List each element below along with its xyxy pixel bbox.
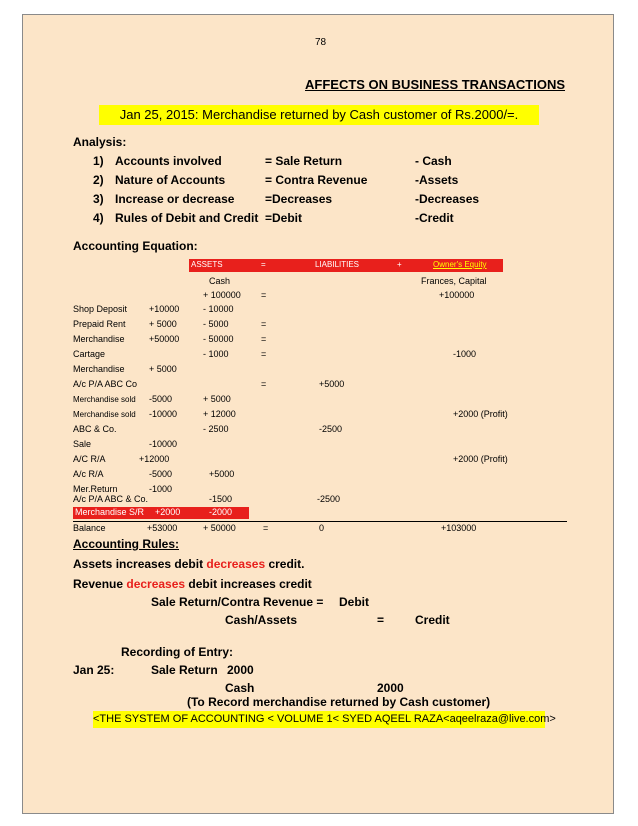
- page-title: AFFECTS ON BUSINESS TRANSACTIONS: [305, 77, 566, 92]
- row-v1: +10000: [149, 304, 180, 314]
- row-v1: +50000: [149, 334, 180, 344]
- row-v3: =: [261, 334, 267, 344]
- row-label: Merchandise: [73, 364, 125, 374]
- rules-heading: Accounting Rules:: [73, 537, 180, 551]
- highlight-row-label: Merchandise S/R: [75, 507, 145, 517]
- row-v4: -2500: [319, 424, 343, 434]
- row-label: A/c R/A: [73, 469, 104, 479]
- highlight-row-v2: -2000: [209, 507, 233, 517]
- balance-v4: 0: [319, 523, 325, 533]
- balance-divider: [73, 521, 567, 522]
- analysis-heading: Analysis:: [73, 135, 127, 149]
- rule-line-2: [73, 577, 312, 591]
- rule-line-4-right: Credit: [415, 613, 450, 627]
- equals-header: =: [261, 260, 266, 269]
- row-v1: -1000: [149, 484, 173, 494]
- rule-2-text-b: debit increases credit: [185, 577, 312, 591]
- balance-label: Balance: [73, 523, 106, 533]
- entry-heading: Recording of Entry:: [121, 645, 234, 659]
- owners-equity-header: Owner's Equity: [433, 260, 487, 269]
- row-v1: + 5000: [149, 364, 177, 374]
- row-v1: -5000: [149, 394, 173, 404]
- row-v3: =: [261, 319, 267, 329]
- rule-line-1: [73, 557, 304, 571]
- analysis-col-b: -Decreases: [415, 192, 480, 206]
- entry-debit-account: Sale Return: [151, 663, 218, 677]
- entry-narration: (To Record merchandise returned by Cash customer): [187, 695, 491, 709]
- analysis-col-a: =Decreases: [265, 192, 333, 206]
- row-v5: +2000 (Profit): [453, 409, 508, 419]
- analysis-num: 1): [93, 154, 104, 168]
- analysis-col-b: -Assets: [415, 173, 459, 187]
- analysis-num: 4): [93, 211, 104, 225]
- analysis-num: 2): [93, 173, 104, 187]
- analysis-label: Nature of Accounts: [115, 173, 226, 187]
- row-v1: -5000: [149, 469, 173, 479]
- equation-heading: Accounting Equation:: [73, 239, 198, 253]
- balance-v3: =: [263, 523, 269, 533]
- row-v4: +5000: [319, 379, 345, 389]
- row-v1: + 5000: [149, 319, 177, 329]
- capital-opening: +100000: [439, 290, 475, 300]
- rule-line-4-eq: =: [377, 613, 385, 627]
- row-v2: + 5000: [203, 394, 231, 404]
- assets-header: ASSETS: [191, 260, 223, 269]
- capital-label: Frances, Capital: [421, 276, 487, 286]
- transaction-banner: Jan 25, 2015: Merchandise returned by Cash customer of Rs.2000/=.: [99, 105, 539, 125]
- row-label: ABC & Co.: [73, 424, 117, 434]
- rule-line-3-right: Debit: [339, 595, 369, 609]
- rule-2-emphasis: decreases: [126, 577, 186, 591]
- row-v2: -1500: [209, 494, 233, 504]
- row-v2: + 12000: [203, 409, 236, 419]
- rule-2-text-a: Revenue: [73, 577, 127, 591]
- entry-credit-account: Cash: [225, 681, 255, 695]
- row-label: Merchandise sold: [73, 410, 136, 419]
- row-v3: =: [261, 379, 267, 389]
- row-v2: +5000: [209, 469, 235, 479]
- row-label: Mer.Return: [73, 484, 118, 494]
- row-v2: - 10000: [203, 304, 234, 314]
- row-v1: -10000: [149, 439, 178, 449]
- row-v2: - 50000: [203, 334, 234, 344]
- entry-credit-amount: 2000: [377, 681, 404, 695]
- highlight-row-v1: +2000: [155, 507, 181, 517]
- footer-banner: <THE SYSTEM OF ACCOUNTING < VOLUME 1< SYED AQEEL RAZA<aqeelraza@live.com>: [93, 711, 545, 728]
- row-label: Merchandise sold: [73, 395, 136, 404]
- row-v1: +12000: [139, 454, 170, 464]
- cash-label: Cash: [209, 276, 231, 286]
- rule-1-emphasis: decreases: [206, 557, 266, 571]
- entry-date: Jan 25:: [73, 663, 115, 677]
- analysis-col-a: = Contra Revenue: [265, 173, 368, 187]
- row-label: Shop Deposit: [73, 304, 128, 314]
- rule-1-text-b: credit.: [265, 557, 305, 571]
- document-page: [22, 14, 614, 814]
- page-number: 78: [315, 37, 327, 48]
- row-label: Cartage: [73, 349, 106, 359]
- entry-debit-amount: 2000: [227, 663, 254, 677]
- row-v1: -10000: [149, 409, 178, 419]
- rule-line-4-left: Cash/Assets: [225, 613, 298, 627]
- liabilities-header: LIABILITIES: [315, 260, 360, 269]
- cash-opening: + 100000: [203, 290, 241, 300]
- analysis-label: Increase or decrease: [115, 192, 235, 206]
- row-label: A/c P/A ABC & Co.: [73, 494, 149, 504]
- row-label: Sale: [73, 439, 92, 449]
- row-v4: -2500: [317, 494, 341, 504]
- analysis-col-a: =Debit: [265, 211, 303, 225]
- opening-equals: =: [261, 290, 267, 300]
- row-label: Merchandise: [73, 334, 125, 344]
- balance-v1: +53000: [147, 523, 178, 533]
- row-label: A/C R/A: [73, 454, 106, 464]
- row-v2: - 2500: [203, 424, 229, 434]
- row-v5: -1000: [453, 349, 477, 359]
- analysis-col-b: - Cash: [415, 154, 452, 168]
- analysis-label: Accounts involved: [115, 154, 222, 168]
- analysis-col-b: -Credit: [415, 211, 454, 225]
- row-v2: - 1000: [203, 349, 229, 359]
- analysis-num: 3): [93, 192, 104, 206]
- row-label: Prepaid Rent: [73, 319, 126, 329]
- plus-header: +: [397, 260, 402, 269]
- row-v5: +2000 (Profit): [453, 454, 508, 464]
- row-v2: - 5000: [203, 319, 229, 329]
- row-label: A/c P/A ABC Co: [73, 379, 138, 389]
- analysis-col-a: = Sale Return: [265, 154, 343, 168]
- row-v3: =: [261, 349, 267, 359]
- analysis-label: Rules of Debit and Credit: [115, 211, 259, 225]
- balance-v5: +103000: [441, 523, 477, 533]
- rule-line-3-left: Sale Return/Contra Revenue =: [151, 595, 324, 609]
- balance-v2: + 50000: [203, 523, 236, 533]
- rule-1-text-a: Assets increases debit: [73, 557, 207, 571]
